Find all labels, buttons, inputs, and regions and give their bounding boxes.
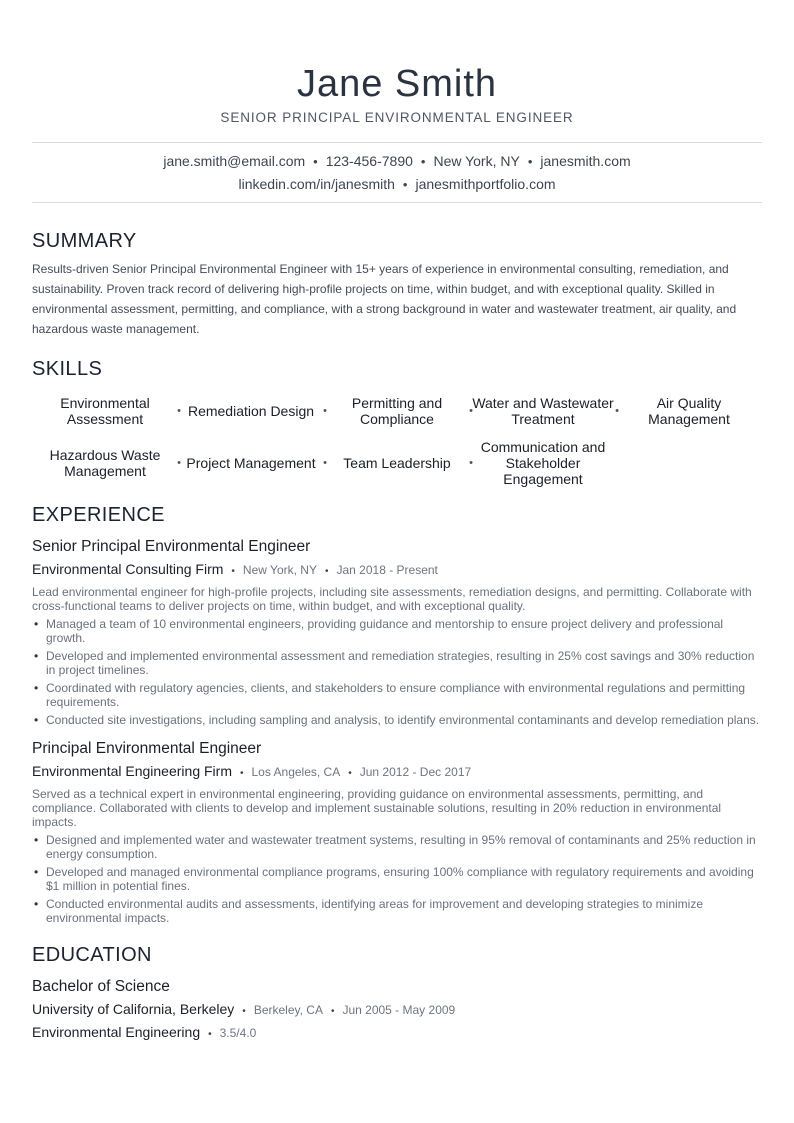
skill-item: Project Management • [178, 439, 324, 487]
education-section [32, 943, 762, 1045]
job-title: Senior Principal Environmental Engineer [32, 538, 311, 555]
contact-location: New York, NY [433, 153, 520, 169]
contact-website[interactable]: janesmith.com [540, 153, 631, 169]
education-field: Environmental Engineering [32, 1024, 201, 1040]
separator-dot: • [324, 566, 329, 577]
skills-section [32, 357, 762, 487]
education-degree: Bachelor of Science [32, 978, 170, 995]
job-dates: Jun 2012 - Dec 2017 [359, 765, 472, 779]
job-bullet: • Developed and implemented environmental assessment and remediation strategies, resulting in 25% cost savings and 30% reduction in project timelines. [32, 649, 762, 677]
job-company: Environmental Engineering Firm [32, 763, 232, 779]
candidate-title: SENIOR PRINCIPAL ENVIRONMENTAL ENGINEER [220, 110, 574, 125]
separator-dot: • [231, 566, 235, 577]
separator-dot: • [330, 1006, 335, 1017]
skill-item: Water and Wastewater Treatment • [470, 387, 616, 435]
resume-header [32, 0, 762, 125]
experience-section [32, 503, 762, 925]
education-heading: EDUCATION [32, 944, 152, 966]
skill-item: Air Quality Management [648, 395, 730, 427]
candidate-name: Jane Smith [296, 63, 498, 105]
skill-item: Communication and Stakeholder Engagement [480, 439, 606, 487]
contact-linkedin[interactable]: linkedin.com/in/janesmith [238, 176, 395, 192]
separator-dot: • [239, 768, 244, 779]
job-bullet: • Conducted environmental audits and assessments, identifying areas for improvement and developing strategies to minimize environmental impacts. [32, 897, 762, 925]
separator-dot: • [527, 154, 533, 169]
skills-heading: SKILLS [32, 358, 103, 380]
job-bullet: • Managed a team of 10 environmental engineers, providing guidance and mentorship to ensure project delivery and professional growth. [32, 617, 762, 645]
job-location: Los Angeles, CA [251, 765, 341, 779]
education-dates: Jun 2005 - May 2009 [342, 1003, 456, 1017]
job-location: New York, NY [242, 563, 317, 577]
contact-info [32, 143, 762, 202]
separator-dot: • [402, 177, 408, 192]
education-gpa: 3.5/4.0 [219, 1026, 257, 1040]
skill-item: Permitting and Compliance • [324, 387, 470, 435]
education-location: Berkeley, CA [253, 1003, 323, 1017]
education-field-row [32, 1022, 762, 1045]
separator-dot: • [208, 1029, 212, 1040]
job-dates: Jan 2018 - Present [336, 563, 438, 577]
job-bullets [32, 617, 762, 727]
job-description: Lead environmental engineer for high-profile projects, including site assessments, remediation designs, and permitting. Collaborate with cross-functional teams to deliver projects on time, within budget, and with exceptional quality. [32, 585, 752, 613]
summary-section [32, 229, 762, 339]
skill-item: Hazardous Waste Management • [32, 439, 178, 487]
job-bullet: • Coordinated with regulatory agencies, clients, and stakeholders to ensure compliance with environmental regulations and permitting requirements. [32, 681, 762, 709]
job-meta [32, 559, 762, 582]
separator-dot: • [242, 1006, 246, 1017]
separator-dot: • [420, 154, 426, 169]
contact-phone[interactable]: 123-456-7890 [325, 153, 413, 169]
separator-dot: • [348, 768, 352, 779]
job-bullet: • Developed and managed environmental compliance programs, ensuring 100% compliance with regulatory requirements and avoiding $1 million in potential fines. [32, 865, 762, 893]
education-school: University of California, Berkeley [32, 1001, 235, 1017]
job-entry [32, 537, 762, 727]
skill-item: Team Leadership • [324, 439, 470, 487]
contact-line-2 [32, 173, 762, 196]
job-bullet: • Conducted site investigations, including sampling and analysis, to identify environmental contaminants and develop remediation plans. [32, 713, 762, 727]
header-divider-bottom [32, 202, 762, 203]
summary-text: Results-driven Senior Principal Environmental Engineer with 15+ years of experience in environmental consulting, remediation, and sustainability. Proven track record of delivering high-profile projects on time, within budget, and with exceptional quality. Skilled in environmental assessment, permitting, and compliance, with a strong background in water and wastewater treatment, air quality, and hazardous waste management. [32, 262, 737, 336]
job-bullet: • Designed and implemented water and wastewater treatment systems, resulting in 95% removal of contaminants and 25% reduction in energy consumption. [32, 833, 762, 861]
job-entry [32, 739, 762, 925]
job-company: Environmental Consulting Firm [32, 561, 224, 577]
job-title: Principal Environmental Engineer [32, 740, 262, 757]
skill-item: Environmental Assessment • [32, 387, 178, 435]
separator-dot: • [313, 154, 318, 169]
contact-email[interactable]: jane.smith@email.com [163, 153, 306, 169]
experience-heading: EXPERIENCE [32, 504, 165, 526]
education-meta [32, 999, 762, 1022]
summary-heading: SUMMARY [32, 230, 137, 252]
job-description: Served as a technical expert in environmental engineering, providing guidance on environmental assessments, permitting, and compliance. Collaborated with clients to develop and implement sustainable solutions, resulting in 20% reduction in environmental impacts. [32, 787, 722, 829]
contact-line-1 [32, 150, 762, 173]
job-bullets [32, 833, 762, 925]
skill-item: Remediation Design • [178, 387, 324, 435]
contact-portfolio[interactable]: janesmithportfolio.com [415, 176, 556, 192]
job-meta [32, 761, 762, 784]
skills-grid [32, 387, 762, 487]
